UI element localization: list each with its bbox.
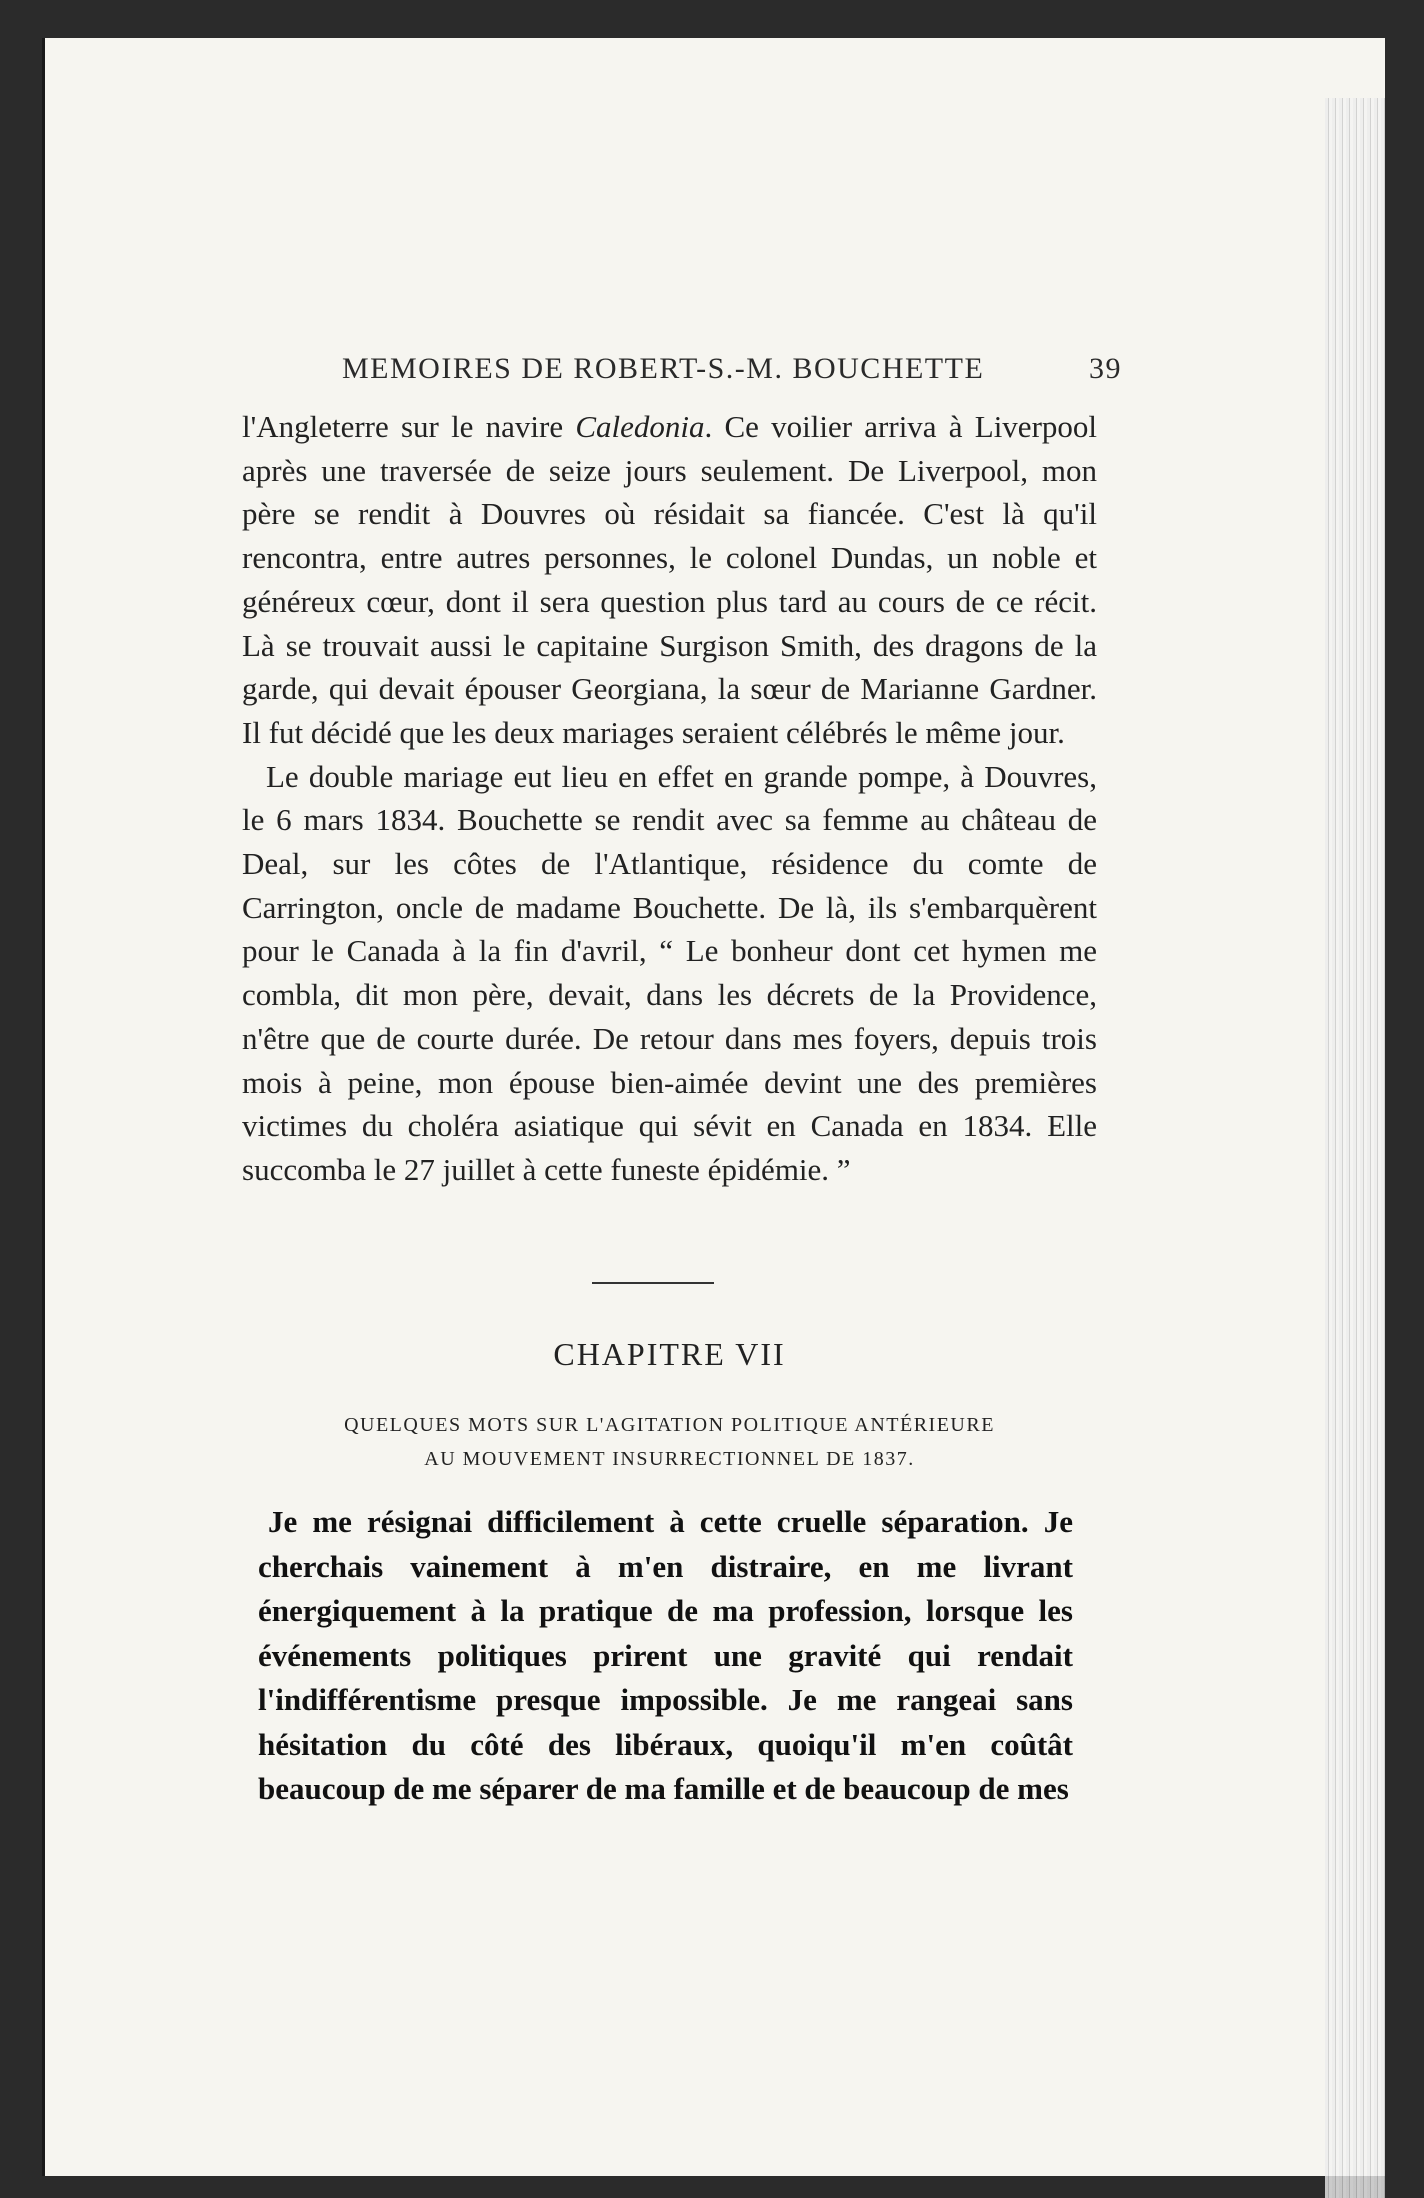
page-body (242, 405, 1097, 1192)
chapter-subtitle-line: QUELQUES MOTS SUR L'AGITATION POLITIQUE ANTÉRIEURE (344, 1414, 995, 1436)
chapter-title: CHAPITRE VII (553, 1336, 786, 1372)
paragraph: Je me résignai difficilement à cette cruelle séparation. Je cherchais vainement à m'en distraire, en me livrant énergiquement à la pratique de ma profession, lorsque les événements politiques prirent une gravité qui rendait l'indifférentisme presque impossible. Je me rangeai sans hésitation du côté des libéraux, quoiqu'il m'en coûtât beaucoup de me séparer de ma famille et de beaucoup de mes (258, 1504, 1073, 1806)
paragraph: Le double mariage eut lieu en effet en grande pompe, à Douvres, le 6 mars 1834. Bouchette se rendit avec sa femme au château de Deal, sur les côtes de l'Atlantique, résidence du comte de Carrington, oncle de madame Bouchette. De là, ils s'embarquèrent pour le Canada à la fin d'avril, “ Le bonheur dont cet hymen me combla, dit mon père, devait, dans les décrets de la Providence, n'être que de courte durée. De retour dans mes foyers, depuis trois mois à peine, mon épouse bien-aimée devint une des premières victimes du choléra asiatique qui sévit en Canada en 1834. Elle succomba le 27 juillet à cette funeste épidémie. ” (242, 758, 1097, 1187)
paragraph-text: l'Angleterre sur le navire (242, 409, 576, 444)
section-divider (592, 1282, 714, 1284)
chapter-body (258, 1500, 1073, 1812)
page-edge (1325, 98, 1385, 2198)
running-header (342, 352, 1122, 386)
running-title: MEMOIRES DE ROBERT-S.-M. BOUCHETTE (342, 352, 985, 385)
ship-name: Caledonia (575, 409, 705, 444)
paragraph-text: . Ce voilier arriva à Liverpool après une traversée de seize jours seulement. De Liverpool, mon père se rendit à Douvres où résidait sa fiancée. C'est là qu'il rencontra, entre autres personnes, le colonel Dundas, un noble et généreux cœur, dont il sera question plus tard au cours de ce récit. Là se trouvait aussi le capitaine Surgison Smith, des dragons de la garde, qui devait épouser Georgiana, la sœur de Marianne Gardner. Il fut décidé que les deux mariages seraient célébrés le même jour. (242, 409, 1098, 750)
paragraph (242, 405, 1097, 755)
page-number: 39 (1089, 352, 1122, 385)
chapter-subtitle-line: AU MOUVEMENT INSURRECTIONNEL DE 1837. (424, 1448, 915, 1470)
chapter-subtitle (242, 1408, 1097, 1476)
